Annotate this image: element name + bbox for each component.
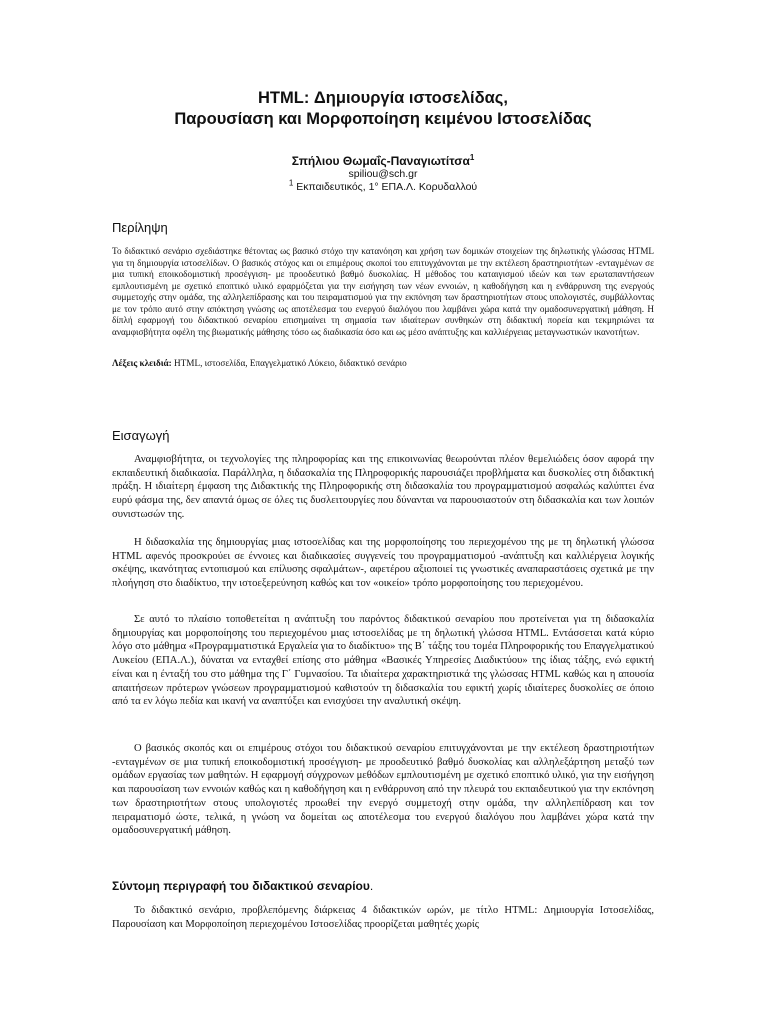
keywords-text: HTML, ιστοσελίδα, Επαγγελματικό Λύκειο, διδακτικό σενάριο	[171, 358, 407, 368]
intro-heading-block	[112, 428, 654, 444]
paper-title-line-2: Παρουσίαση και Μορφοποίηση κειμένου Ιστοσελίδας	[174, 110, 592, 128]
abstract-heading: Περίληψη	[112, 220, 168, 235]
author-name-text: Σπήλιου Θωμαΐς-Παναγιωτίτσα	[291, 154, 470, 168]
intro-paragraph-2-block	[112, 536, 654, 591]
keywords	[112, 358, 654, 370]
keywords-label: Λέξεις κλειδιά:	[112, 358, 172, 368]
intro-paragraph: Η διδασκαλία της δημιουργίας μιας ιστοσελίδας και της μορφοποίησης του περιεχομένου της με τη δηλωτική γλώσσα HTML αφενός προσκρούει σε έννοιες και διαδικασίες συγγενείς του προγραμματισμού -ανάπτυξη και καλλιέργεια λογικής σκέψης, ικανότητας εντοπισμού και επίλυσης σφαλμάτων-, αφετέρου αξιοποιεί τις γνωστικές αναπαραστάσεις σχετικά με την πλοήγηση στο διαδίκτυο, την ιστοεξερεύνηση καθώς και τον «οικείο» τρόπο μορφοποίησης του περιεχομένου.	[112, 537, 654, 590]
author-name	[112, 154, 654, 168]
intro-paragraph-1-block	[112, 453, 654, 522]
affiliation-superscript: 1	[288, 178, 294, 188]
affiliation-text: Εκπαιδευτικός, 1° ΕΠΑ.Λ. Κορυδαλλού	[293, 181, 478, 193]
title-block	[112, 88, 654, 130]
intro-paragraph-3-block	[112, 613, 654, 709]
section2-heading-block	[112, 879, 654, 894]
paper-title-line-1: HTML: Δημιουργία ιστοσελίδας,	[258, 89, 508, 107]
section-heading	[112, 879, 654, 894]
intro-paragraph: Ο βασικός σκοπός και οι επιμέρους στόχοι του διδακτικού σεναρίου επιτυγχάνονται με την εκτέλεση δραστηριοτήτων -ενταγμένων σε μια τυπική εποικοδομιστική προσέγγιση- με προοδευτικό βαθμό δυσκολίας και αλληλεξάρτηση μεταξύ των ομάδων εργασίας των μαθητών. Η εφαρμογή σύγχρονων μεθόδων εμπλουτισμένη με σχετικό εποπτικό υλικό, για την εισήγηση και παρουσίαση των εννοιών καθώς και η καθοδήγηση και η ενθάρρυνση από την πλευρά του εκπαιδευτικού για την εκπόνηση των δραστηριοτήτων στους υπολογιστές προωθεί την ενεργό συμμετοχή στην ομάδα, την αλληλεπίδραση και τον πειραματισμό ώστε, τελικά, η γνώση να δομείται ως αποτέλεσμα του ενεργού διαλόγου που λαμβάνει χώρα κατά την ομαδοσυνεργατική μάθηση.	[112, 743, 654, 837]
author-affiliation	[112, 178, 654, 194]
intro-paragraph: Αναμφισβήτητα, οι τεχνολογίες της πληροφορίας και της επικοινωνίας θεωρούνται πλέον θεμελιώδεις όσον αφορά την εκπαιδευτική διαδικασία. Παράλληλα, η διδασκαλία της Πληροφορικής παρουσιάζει προβλήματα και δυσκολίες στη διδακτική πράξη. Η ιδιαίτερη έμφαση της Διδακτικής της Πληροφορικής στη διδασκαλία του προγραμματισμού ασφαλώς καλύπτει ένα ευρύ φάσμα της, δεν απαντά όμως σε όλες τις δυσλειτουργίες που δύνανται να παρουσιαστούν στη διδασκαλία και των λοιπών συνιστωσών της.	[112, 454, 654, 520]
section2-paragraph-block	[112, 904, 654, 931]
author-email: spiliou@sch.gr	[348, 168, 418, 180]
author-block	[112, 136, 654, 194]
section-paragraph: Το διδακτικό σενάριο, προβλεπόμενης διάρκειας 4 διδακτικών ωρών, με τίτλο HTML: Δημιουργία Ιστοσελίδας, Παρουσίαση και Μορφοποίηση περιεχομένου Ιστοσελίδας προορίζεται μαθητές χωρίς	[112, 905, 654, 930]
section-heading-text: Σύντομη περιγραφή του διδακτικού σεναρίου	[112, 879, 370, 893]
section-heading-dot: .	[369, 879, 374, 893]
abstract-section	[112, 220, 654, 236]
keywords-line	[112, 358, 654, 370]
intro-paragraph-4-block	[112, 742, 654, 838]
abstract-body	[112, 246, 654, 338]
author-superscript: 1	[469, 153, 475, 162]
intro-heading: Εισαγωγή	[112, 428, 170, 443]
intro-paragraph: Σε αυτό το πλαίσιο τοποθετείται η ανάπτυξη του παρόντος διδακτικού σεναρίου που προτείνεται για τη διδασκαλία δημιουργίας και μορφοποίησης του περιεχομένου μιας ιστοσελίδας με τη δηλωτική γλώσσα HTML. Εντάσσεται κατά κύριο λόγο στο μάθημα «Προγραμματιστικά Εργαλεία για το διαδίκτυο» της Β΄ τάξης του τομέα Πληροφορικής του Επαγγελματικού Λυκείου (ΕΠΑ.Λ.), δύναται να ενταχθεί επίσης στο μάθημα «Βασικές Υπηρεσίες Διαδικτύου» της ίδιας τάξης, ενώ εφικτή είναι και η ένταξή του στο μάθημα της Γ΄ Γυμνασίου. Τα ιδιαίτερα χαρακτηριστικά της γλώσσας HTML καθώς και η απουσία απαιτήσεων πρότερων γνώσεων προγραμματισμού καθιστούν τη διδασκαλία του εφικτή χωρίς ιδιαίτερες δυσκολίες σε όποιο από τα εν λόγω πεδία και ικανή να αναπτύξει και ενισχύσει την αναλυτική σκέψη.	[112, 614, 654, 708]
abstract-text: Το διδακτικό σενάριο σχεδιάστηκε θέτοντας ως βασικό στόχο την κατανόηση και χρήση των δομικών στοιχείων της δηλωτικής γλώσσας HTML για τη δημιουργία ιστοσελίδων. Ο βασικός στόχος και οι επιμέρους σκοποί του επιτυγχάνονται με την εκτέλεση δραστηριοτήτων -ενταγμένων σε μια τυπική εποικοδομιστική προσέγγιση- με προοδευτικό βαθμό δυσκολίας. Η μέθοδος του καταιγισμού ιδεών και των ερωταπαντήσεων εμπλουτισμένη με σχετικό εποπτικό υλικό εφαρμόζεται για την εισήγηση των νέων εννοιών, η καθοδήγηση και η ενθάρρυνση της ενεργούς συμμετοχής στην ομάδα, της αλληλεπίδρασης και του πειραματισμού για την εκπόνηση των δραστηριοτήτων στους υπολογιστές, συμβάλλοντας με τον τρόπο αυτό στην απόκτηση γνώσης ως αποτέλεσμα του ενεργού διαλόγου που λαμβάνει χώρα κατά την ομαδοσυνεργατική μάθηση. Η δίπλή εφαρμογή του διδακτικού σεναρίου επισημαίνει τη σημασία των ιδιαίτερων συνθηκών στη διδακτική πορεία και τεκμηριώνει τα αναμφισβήτητα οφέλη της βιωματικής μάθησης τόσο ως διαδικασία όσο και ως μέσο ανάπτυξης και καλλιέργειας μεταγνωστικών ικανοτήτων.	[112, 246, 654, 337]
